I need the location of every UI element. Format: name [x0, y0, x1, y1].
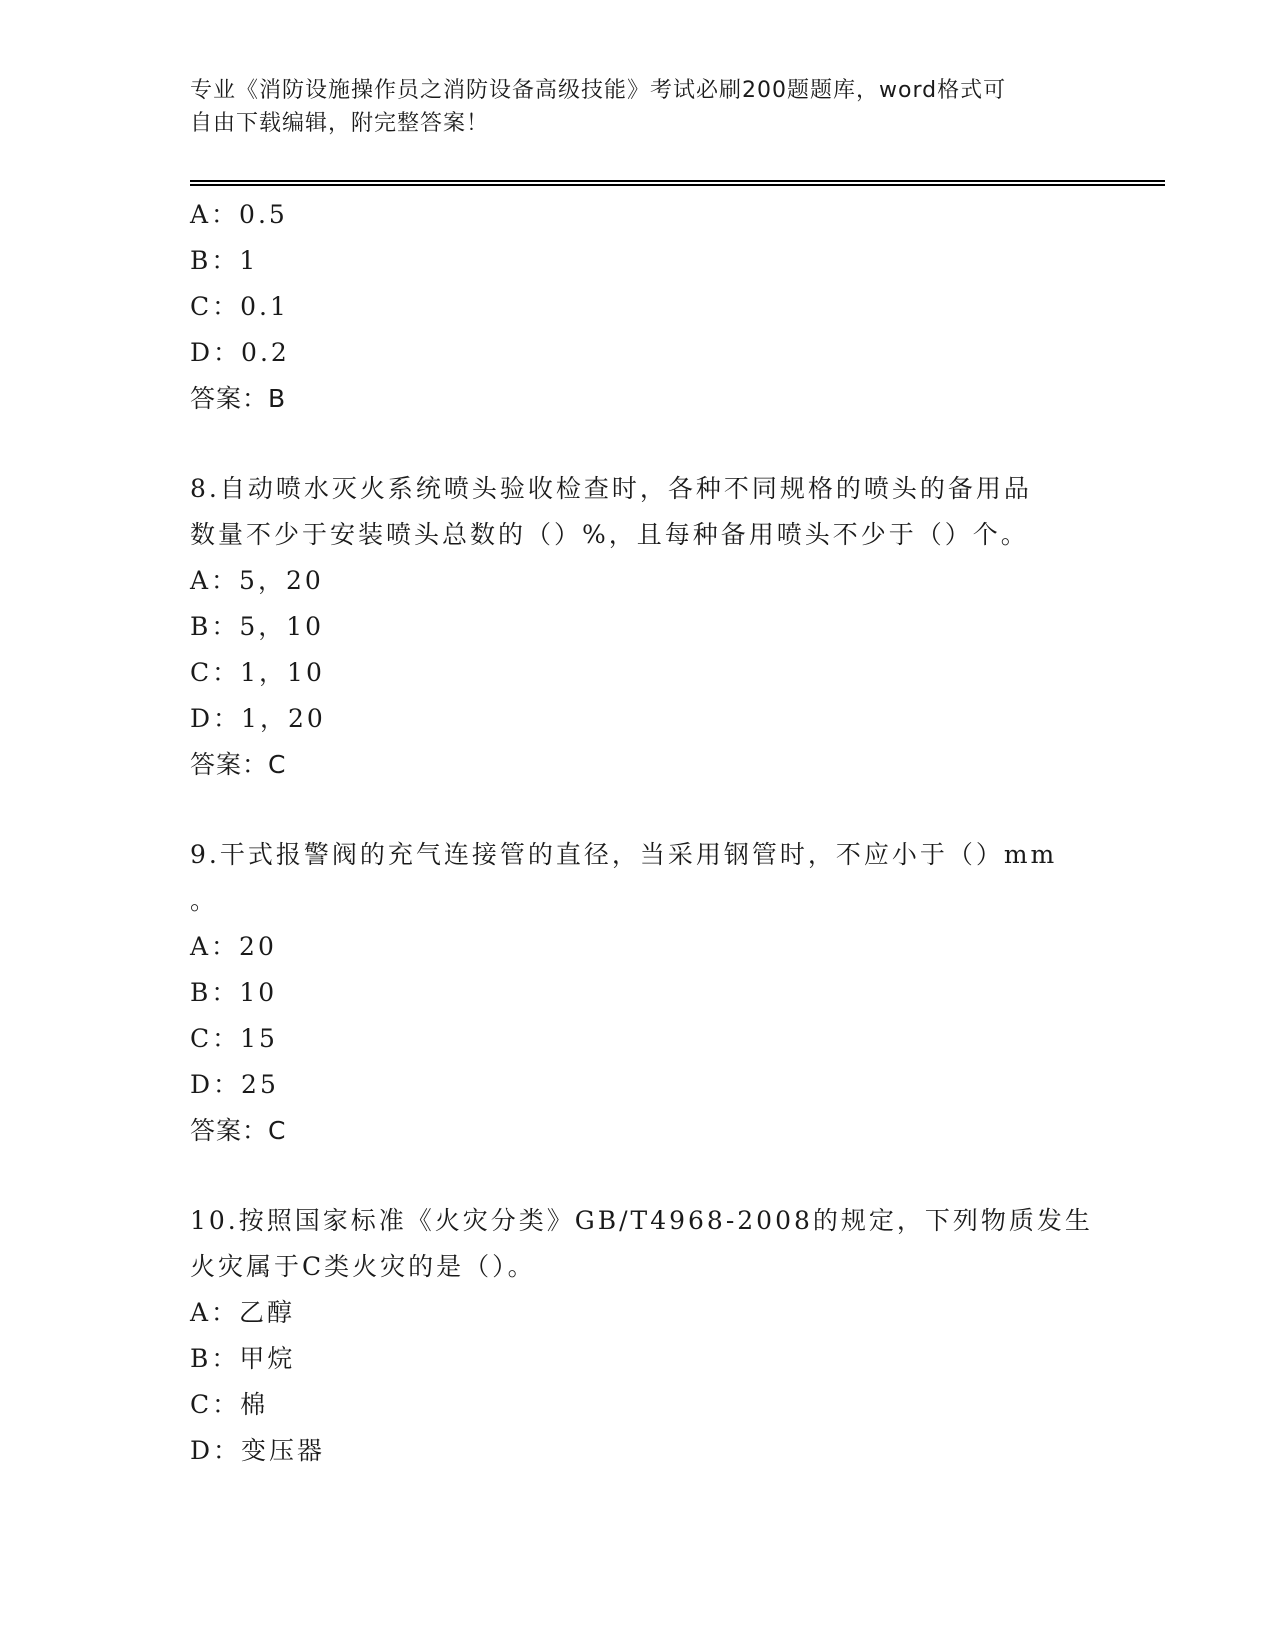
question-text-line: 。 [190, 886, 219, 915]
answer-line: 答案：C [190, 1116, 287, 1145]
header-rule-bottom [190, 184, 1165, 186]
question-8-block [190, 466, 1090, 788]
option-a: A：5，20 [190, 566, 324, 595]
answer-line: 答案：C [190, 750, 287, 779]
question-content [190, 192, 1093, 1474]
option-a: A：0.5 [190, 200, 288, 229]
option-c: C：0.1 [190, 292, 289, 321]
answer-line: 答案：B [190, 384, 287, 413]
question-text-line: 10.按照国家标准《火灾分类》GB/T4968-2008的规定，下列物质发生 [190, 1206, 1093, 1235]
option-c: C：15 [190, 1024, 278, 1053]
document-header [190, 74, 1090, 140]
prev-question-block [190, 192, 1090, 422]
question-text-line: 8.自动喷水灭火系统喷头验收检查时，各种不同规格的喷头的备用品 [190, 474, 1032, 503]
option-a: A：20 [190, 932, 277, 961]
option-b: B：甲烷 [190, 1344, 296, 1373]
header-line-2: 自由下载编辑，附完整答案！ [190, 111, 490, 136]
question-text-line: 火灾属于C类火灾的是（）。 [190, 1252, 536, 1281]
option-b: B：1 [190, 246, 259, 275]
question-text-line: 9.干式报警阀的充气连接管的直径，当采用钢管时，不应小于（）mm [190, 840, 1058, 869]
option-d: D：0.2 [190, 338, 290, 367]
question-text-line: 数量不少于安装喷头总数的（）%，且每种备用喷头不少于（）个。 [190, 520, 1029, 549]
option-c: C：棉 [190, 1390, 269, 1419]
option-a: A：乙醇 [190, 1298, 296, 1327]
option-d: D：1，20 [190, 704, 326, 733]
question-9-block [190, 832, 1090, 1154]
option-d: D：25 [190, 1070, 279, 1099]
question-10-block [190, 1198, 1093, 1474]
option-d: D：变压器 [190, 1436, 326, 1465]
header-rule-top [190, 180, 1165, 182]
header-line-1: 专业《消防设施操作员之消防设备高级技能》考试必刷200题题库，word格式可 [190, 78, 1007, 103]
option-b: B：5，10 [190, 612, 325, 641]
option-b: B：10 [190, 978, 278, 1007]
option-c: C：1，10 [190, 658, 325, 687]
